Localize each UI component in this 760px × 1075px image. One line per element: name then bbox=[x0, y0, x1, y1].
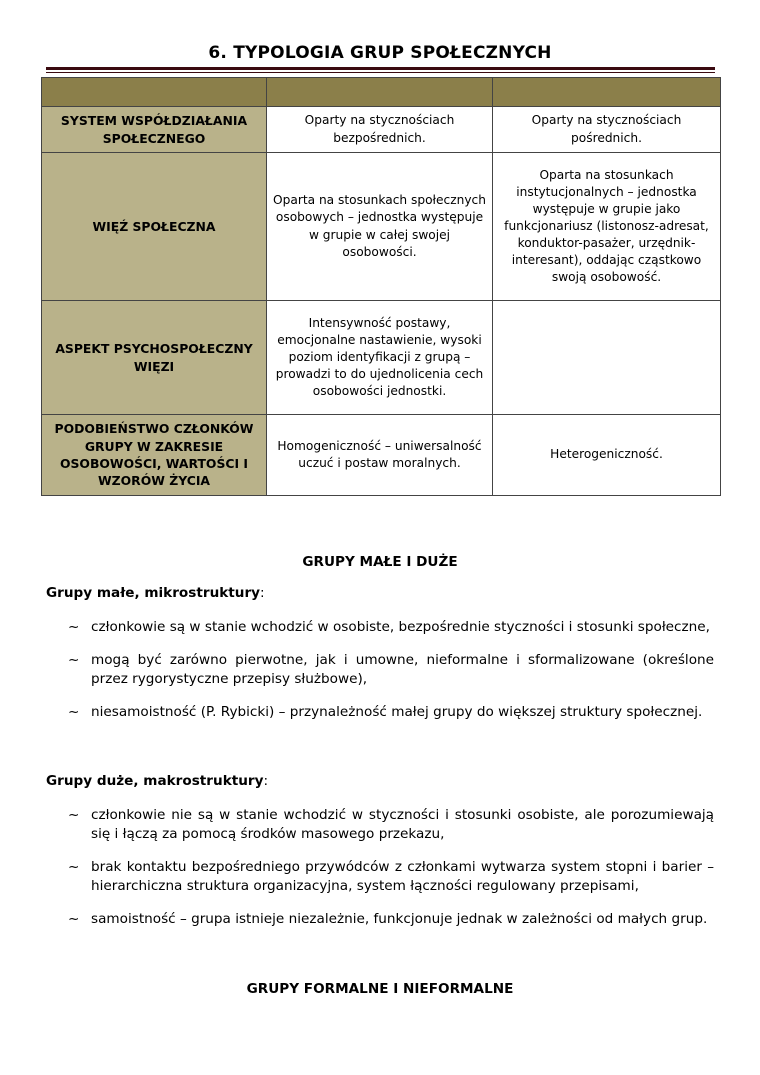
table-row bbox=[42, 153, 721, 301]
table-cell: Heterogeniczność. bbox=[493, 415, 721, 496]
list-item-text: mogą być zarówno pierwotne, jak i umowne, nieformalne i sformalizowane (określone przez rygorystyczne przepisy służbowe), bbox=[91, 652, 714, 687]
row-label: SYSTEM WSPÓŁDZIAŁANIA SPOŁECZNEGO bbox=[42, 107, 267, 153]
tilde-bullet-icon: ~ bbox=[68, 807, 80, 823]
page-title: 6. TYPOLOGIA GRUP SPOŁECZNYCH bbox=[208, 43, 552, 63]
tilde-bullet-icon: ~ bbox=[68, 652, 80, 668]
table-cell: Oparta na stosunkach społecznych osobowych – jednostka występuje w grupie w całej swojej osobowości. bbox=[267, 153, 493, 301]
list-item bbox=[46, 858, 714, 896]
section-heading-small-large: GRUPY MAŁE I DUŻE bbox=[302, 554, 458, 570]
table-cell: Intensywność postawy, emocjonalne nastawienie, wysoki poziom identyfikacji z grupą – prowadzi to do ujednolicenia cech osobowości jednostki. bbox=[267, 301, 493, 415]
typology-table bbox=[41, 77, 721, 496]
large-groups-list bbox=[46, 806, 714, 943]
list-item bbox=[46, 651, 714, 689]
table-row bbox=[42, 301, 721, 415]
row-label: WIĘŹ SPOŁECZNA bbox=[42, 153, 267, 301]
title-rule-thick bbox=[46, 67, 715, 70]
table-row bbox=[42, 107, 721, 153]
list-item-text: członkowie są w stanie wchodzić w osobiste, bezpośrednie styczności i stosunki społeczne, bbox=[91, 619, 710, 635]
table-cell: Oparty na stycznościach bezpośrednich. bbox=[267, 107, 493, 153]
subheading-large-groups bbox=[46, 773, 268, 789]
table-header-cell bbox=[267, 78, 493, 107]
list-item-text: brak kontaktu bezpośredniego przywódców z członkami wytwarza system stopni i barier – hierarchiczna struktura organizacyjna, system łączności regulowany przepisami, bbox=[91, 859, 714, 894]
list-item bbox=[46, 910, 714, 929]
subheading-small-groups bbox=[46, 585, 265, 601]
list-item-text: samoistność – grupa istnieje niezależnie, funkcjonuje jednak w zależności od małych grup. bbox=[91, 911, 708, 927]
table-header-cell bbox=[42, 78, 267, 107]
table-cell bbox=[493, 301, 721, 415]
tilde-bullet-icon: ~ bbox=[68, 619, 80, 635]
row-label: PODOBIEŃSTWO CZŁONKÓW GRUPY W ZAKRESIE OSOBOWOŚCI, WARTOŚCI I WZORÓW ŻYCIA bbox=[42, 415, 267, 496]
list-item bbox=[46, 806, 714, 844]
tilde-bullet-icon: ~ bbox=[68, 911, 80, 927]
subheading-colon: : bbox=[260, 585, 265, 601]
list-item bbox=[46, 703, 714, 722]
subheading-label: Grupy duże, makrostruktury bbox=[46, 773, 264, 789]
list-item bbox=[46, 618, 714, 637]
table-header-cell bbox=[493, 78, 721, 107]
table-row bbox=[42, 415, 721, 496]
list-item-text: niesamoistność (P. Rybicki) – przynależność małej grupy do większej struktury społecznej. bbox=[91, 704, 703, 720]
table-cell: Homogeniczność – uniwersalność uczuć i postaw moralnych. bbox=[267, 415, 493, 496]
row-label: ASPEKT PSYCHOSPOŁECZNY WIĘZI bbox=[42, 301, 267, 415]
subheading-label: Grupy małe, mikrostruktury bbox=[46, 585, 261, 601]
small-groups-list bbox=[46, 618, 714, 736]
table-header-row bbox=[42, 78, 721, 107]
section-heading-formal: GRUPY FORMALNE I NIEFORMALNE bbox=[246, 981, 514, 997]
tilde-bullet-icon: ~ bbox=[68, 704, 80, 720]
subheading-colon: : bbox=[263, 773, 269, 789]
tilde-bullet-icon: ~ bbox=[68, 859, 80, 875]
title-rule-thin bbox=[46, 72, 715, 73]
table-cell: Oparta na stosunkach instytucjonalnych – jednostka występuje w grupie jako funkcjonariusz (listonosz-adresat, konduktor-pasażer, urzędnik-interesant), oddając cząstkowo swoją osobowość. bbox=[493, 153, 721, 301]
list-item-text: członkowie nie są w stanie wchodzić w styczności i stosunki osobiste, ale porozumiewają się i łączą za pomocą środków masowego przekazu, bbox=[91, 807, 714, 842]
table-cell: Oparty na stycznościach pośrednich. bbox=[493, 107, 721, 153]
